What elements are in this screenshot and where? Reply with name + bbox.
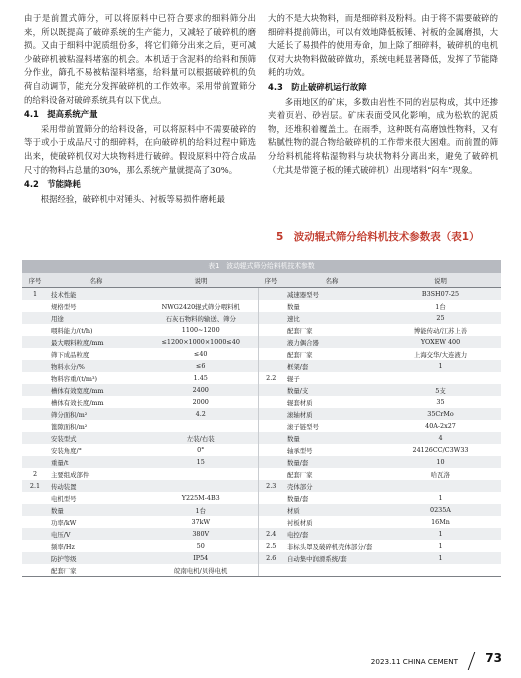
table-cell: 0° bbox=[144, 444, 258, 456]
table-cell: 安装角度/° bbox=[48, 444, 144, 456]
table-cell: 数量 bbox=[48, 504, 144, 516]
table-cell: 配套厂家 bbox=[284, 348, 380, 360]
table-row bbox=[22, 456, 501, 468]
table-cell: 博能传动/江苏上善 bbox=[380, 324, 501, 336]
table-cell: 1 bbox=[22, 288, 48, 301]
table-cell: 槽体有效宽度/mm bbox=[48, 384, 144, 396]
table-cell bbox=[22, 540, 48, 552]
table-cell: 电机型号 bbox=[48, 492, 144, 504]
table-cell: 0235A bbox=[380, 504, 501, 516]
table-cell: 35 bbox=[380, 396, 501, 408]
table-cell: 50 bbox=[144, 540, 258, 552]
table-cell: 喂料能力/(t/h) bbox=[48, 324, 144, 336]
left-column bbox=[24, 12, 256, 206]
table-body bbox=[22, 288, 501, 577]
table-cell: 框架/套 bbox=[284, 360, 380, 372]
table-cell: 哈瓦洛 bbox=[380, 468, 501, 480]
paragraph: 由于是前置式筛分，可以将原料中已符合要求的细料筛分出来，所以既提高了破碎系统的生产能力，又减轻了破碎机的磨损。又由于细料中泥质组份多，将它们筛分出来之后，更可减少破碎机被粘湿料堵塞的机会。本机适于含泥料的给料和预筛分作业，篩孔不易被粘湿料堵塞，给料量可以根据破碎机的负荷自动调节，能充分发挥破碎机的工作效率。采用带前置筛分的给料设备对破碎系统具有以下优点。 bbox=[24, 13, 256, 105]
table-cell: IP54 bbox=[144, 552, 258, 564]
journal-name: 2023.11 CHINA CEMENT bbox=[370, 657, 458, 666]
table-cell bbox=[258, 300, 284, 312]
table-cell: 壳体部分 bbox=[284, 480, 380, 492]
table-cell: 篦隙面积/m² bbox=[48, 420, 144, 432]
table-cell: 2400 bbox=[144, 384, 258, 396]
table-cell: 电控/套 bbox=[284, 528, 380, 540]
table-cell bbox=[258, 504, 284, 516]
table-cell: 4.2 bbox=[144, 408, 258, 420]
table-cell: ≤40 bbox=[144, 348, 258, 360]
table-row bbox=[22, 564, 501, 576]
subsection-heading-4-3: 4.3 防止破碎机运行故障 bbox=[268, 81, 367, 92]
table-cell bbox=[258, 456, 284, 468]
table-cell: 材质 bbox=[284, 504, 380, 516]
table-cell bbox=[258, 432, 284, 444]
table-cell bbox=[22, 360, 48, 372]
table-row bbox=[22, 444, 501, 456]
table-cell bbox=[258, 492, 284, 504]
table-row bbox=[22, 288, 501, 301]
paragraph: 采用带前置筛分的给料设备，可以将原料中不需要破碎的等于或小于成品尺寸的细碎料，在向破碎机的给料过程中筛选出来，使破碎机仅对大块物料进行破碎。假设原料中符合成品尺寸的物料占总量的30%，那么系统产量就提高了30%。 bbox=[24, 123, 256, 175]
table-cell bbox=[22, 420, 48, 432]
table-cell: 16Mn bbox=[380, 516, 501, 528]
table-cell: 37kW bbox=[144, 516, 258, 528]
header-cell: 序号 bbox=[22, 273, 48, 288]
header-cell: 说明 bbox=[144, 273, 258, 288]
table-cell: 速比 bbox=[284, 312, 380, 324]
table-cell: 规格型号 bbox=[48, 300, 144, 312]
table-cell: 功率/kW bbox=[48, 516, 144, 528]
table-cell bbox=[144, 420, 258, 432]
table-cell: ≤1200×1000×1000≤40 bbox=[144, 336, 258, 348]
table-cell bbox=[22, 504, 48, 516]
table-cell: 电压/V bbox=[48, 528, 144, 540]
table-cell: 2.4 bbox=[258, 528, 284, 540]
table-header-row bbox=[22, 273, 501, 288]
table-cell bbox=[22, 552, 48, 564]
right-column bbox=[268, 12, 498, 177]
table-cell: 频率/Hz bbox=[48, 540, 144, 552]
table-cell: 重量/t bbox=[48, 456, 144, 468]
table-cell bbox=[22, 456, 48, 468]
table-cell: 传动装置 bbox=[48, 480, 144, 492]
table-cell: 辊子 bbox=[284, 372, 380, 384]
table-cell: 液力偶合器 bbox=[284, 336, 380, 348]
footer-divider bbox=[468, 652, 476, 670]
table-cell bbox=[258, 288, 284, 301]
page-number: 73 bbox=[485, 651, 502, 665]
table-row bbox=[22, 468, 501, 480]
table-row bbox=[22, 540, 501, 552]
table-cell bbox=[258, 420, 284, 432]
table-cell bbox=[22, 528, 48, 540]
table-row bbox=[22, 504, 501, 516]
table-cell bbox=[22, 444, 48, 456]
table-cell bbox=[284, 564, 380, 576]
table-cell: 数量 bbox=[284, 300, 380, 312]
table-cell: 最大喂料粒度/mm bbox=[48, 336, 144, 348]
table-cell bbox=[258, 564, 284, 576]
table-row bbox=[22, 324, 501, 336]
header-cell: 序号 bbox=[258, 273, 284, 288]
table-cell bbox=[258, 396, 284, 408]
table bbox=[22, 273, 501, 576]
table-cell: 左装/右装 bbox=[144, 432, 258, 444]
table-cell bbox=[22, 300, 48, 312]
header-cell: 名称 bbox=[284, 273, 380, 288]
table-cell: 5支 bbox=[380, 384, 501, 396]
table-cell: 2.6 bbox=[258, 552, 284, 564]
table-cell bbox=[258, 468, 284, 480]
table-cell: 安装型式 bbox=[48, 432, 144, 444]
table-cell bbox=[22, 384, 48, 396]
table-row bbox=[22, 516, 501, 528]
table-cell bbox=[22, 492, 48, 504]
table-cell bbox=[22, 396, 48, 408]
table-cell bbox=[258, 408, 284, 420]
table-cell: 衬板材质 bbox=[284, 516, 380, 528]
table-row bbox=[22, 312, 501, 324]
table-cell: 防护等级 bbox=[48, 552, 144, 564]
header-cell: 名称 bbox=[48, 273, 144, 288]
table-cell: 2.5 bbox=[258, 540, 284, 552]
table-cell: 技术性能 bbox=[48, 288, 144, 301]
table-row bbox=[22, 420, 501, 432]
table-cell bbox=[258, 360, 284, 372]
table-cell: 减速器型号 bbox=[284, 288, 380, 301]
table-cell bbox=[258, 312, 284, 324]
table-cell: 轴承型号 bbox=[284, 444, 380, 456]
table-cell: 滚轴材质 bbox=[284, 408, 380, 420]
table-cell: 配套厂家 bbox=[284, 324, 380, 336]
table-cell bbox=[22, 564, 48, 576]
subsection-heading-4-2: 4.2 节能降耗 bbox=[24, 179, 81, 190]
table-cell bbox=[22, 348, 48, 360]
paragraph: 根据经验，破碎机中对锤头、衬板等易损件磨耗最 bbox=[40, 193, 226, 204]
table-cell bbox=[380, 480, 501, 492]
table-cell: 1 bbox=[380, 492, 501, 504]
table-cell: 4 bbox=[380, 432, 501, 444]
table-row bbox=[22, 492, 501, 504]
table-cell: 数量/套 bbox=[284, 456, 380, 468]
table-cell: Y225M-4B3 bbox=[144, 492, 258, 504]
table-cell bbox=[22, 432, 48, 444]
table-cell: 数量/套 bbox=[284, 492, 380, 504]
table-cell: 10 bbox=[380, 456, 501, 468]
table-cell: 1100~1200 bbox=[144, 324, 258, 336]
table-cell bbox=[144, 480, 258, 492]
table-cell: 2000 bbox=[144, 396, 258, 408]
table-cell bbox=[22, 336, 48, 348]
table-cell bbox=[258, 516, 284, 528]
section-title: 5 波动辊式筛分给料机技术参数表（表1） bbox=[276, 231, 480, 243]
table-cell: ≤6 bbox=[144, 360, 258, 372]
table-cell bbox=[258, 336, 284, 348]
table-cell: 数量/支 bbox=[284, 384, 380, 396]
table-cell bbox=[22, 324, 48, 336]
table-cell: 自动集中润滑系统/套 bbox=[284, 552, 380, 564]
table-cell: 1.45 bbox=[144, 372, 258, 384]
table-cell: 1台 bbox=[144, 504, 258, 516]
table-row bbox=[22, 300, 501, 312]
table-cell bbox=[258, 324, 284, 336]
table-cell: 15 bbox=[144, 456, 258, 468]
table-cell bbox=[22, 408, 48, 420]
paragraph: 多雨地区的矿床，多数由岩性不同的岩层构成，其中还掺夹着页岩、砂岩层。矿床表面受风化影响，成为松软的泥质物，还堆积着覆盖土。在雨季，这种既有高磨蚀性物料，又有粘腻性物的混合物给破碎机的工作带来很大困难。而前置的筛分给料机能将粘湿物料与块状物料分离出来，避免了破碎机（尤其是带篦子板的锤式破碎机）出现堵料“闷车”现象。 bbox=[268, 96, 498, 175]
table-cell: 皖南电机/贝得电机 bbox=[144, 564, 258, 576]
table-cell: 筛下成品粒度 bbox=[48, 348, 144, 360]
table-cell: 40A-2x27 bbox=[380, 420, 501, 432]
table-cell: 35CrMo bbox=[380, 408, 501, 420]
table-cell bbox=[258, 384, 284, 396]
table-cell: NWG2420辊式筛分喂料机 bbox=[144, 300, 258, 312]
table-cell: 380V bbox=[144, 528, 258, 540]
table-cell: 2.3 bbox=[258, 480, 284, 492]
table-cell: 滚子链型号 bbox=[284, 420, 380, 432]
table-cell: 2 bbox=[22, 468, 48, 480]
table-cell: 筛分面积/m² bbox=[48, 408, 144, 420]
table-cell: 配套厂家 bbox=[48, 564, 144, 576]
table-row bbox=[22, 432, 501, 444]
table-cell: 非标头罩及破碎机壳体部分/套 bbox=[284, 540, 380, 552]
table-cell: YOXEW 400 bbox=[380, 336, 501, 348]
table-cell: 1台 bbox=[380, 300, 501, 312]
table-cell bbox=[380, 564, 501, 576]
table-cell: 配套厂家 bbox=[284, 468, 380, 480]
table-cell: 石灰石物料的输送、筛分 bbox=[144, 312, 258, 324]
table-cell: 用途 bbox=[48, 312, 144, 324]
table-cell bbox=[22, 372, 48, 384]
table-caption: 表1 波动辊式筛分给料机技术参数 bbox=[22, 260, 501, 273]
table-row bbox=[22, 348, 501, 360]
table-cell: 1 bbox=[380, 552, 501, 564]
table-cell bbox=[380, 372, 501, 384]
paragraph: 大的不是大块物料，而是细碎料及粉料。由于将不需要破碎的细碎料提前筛出，可以有效地降低板锤、衬板的金属磨损，大大延长了易损件的使用寿命，加上除了细碎料，破碎机的电机仅对大块物料做破碎做功，系统电耗显著降低，发挥了节能降耗的功效。 bbox=[268, 13, 498, 78]
table-cell bbox=[144, 468, 258, 480]
table-cell: 2.1 bbox=[22, 480, 48, 492]
table-cell bbox=[22, 516, 48, 528]
header-cell: 说明 bbox=[380, 273, 501, 288]
table-row bbox=[22, 372, 501, 384]
table-cell: 物料水分/% bbox=[48, 360, 144, 372]
parameter-table bbox=[22, 260, 501, 577]
table-cell: 1 bbox=[380, 540, 501, 552]
table-cell: 主要组成部件 bbox=[48, 468, 144, 480]
table-cell: 数量 bbox=[284, 432, 380, 444]
table-row bbox=[22, 336, 501, 348]
table-cell: 2.2 bbox=[258, 372, 284, 384]
table-cell bbox=[22, 312, 48, 324]
table-cell bbox=[144, 288, 258, 301]
table-bottom-rule bbox=[22, 576, 501, 577]
table-row bbox=[22, 408, 501, 420]
table-row bbox=[22, 360, 501, 372]
table-row bbox=[22, 528, 501, 540]
table-row bbox=[22, 552, 501, 564]
table-cell bbox=[258, 444, 284, 456]
table-cell: 25 bbox=[380, 312, 501, 324]
table-cell: 1 bbox=[380, 360, 501, 372]
table-row bbox=[22, 480, 501, 492]
table-cell: 上海交华/大连液力 bbox=[380, 348, 501, 360]
table-cell bbox=[258, 348, 284, 360]
table-cell: 槽体有效长度/mm bbox=[48, 396, 144, 408]
table-cell: 辊套材质 bbox=[284, 396, 380, 408]
table-cell: 1 bbox=[380, 528, 501, 540]
table-cell: 24126CC/C3W33 bbox=[380, 444, 501, 456]
table-cell: B3SH07-25 bbox=[380, 288, 501, 301]
subsection-heading-4-1: 4.1 提高系统产量 bbox=[24, 109, 98, 120]
table-row bbox=[22, 384, 501, 396]
table-cell: 物料容重/(t/m³) bbox=[48, 372, 144, 384]
table-row bbox=[22, 396, 501, 408]
